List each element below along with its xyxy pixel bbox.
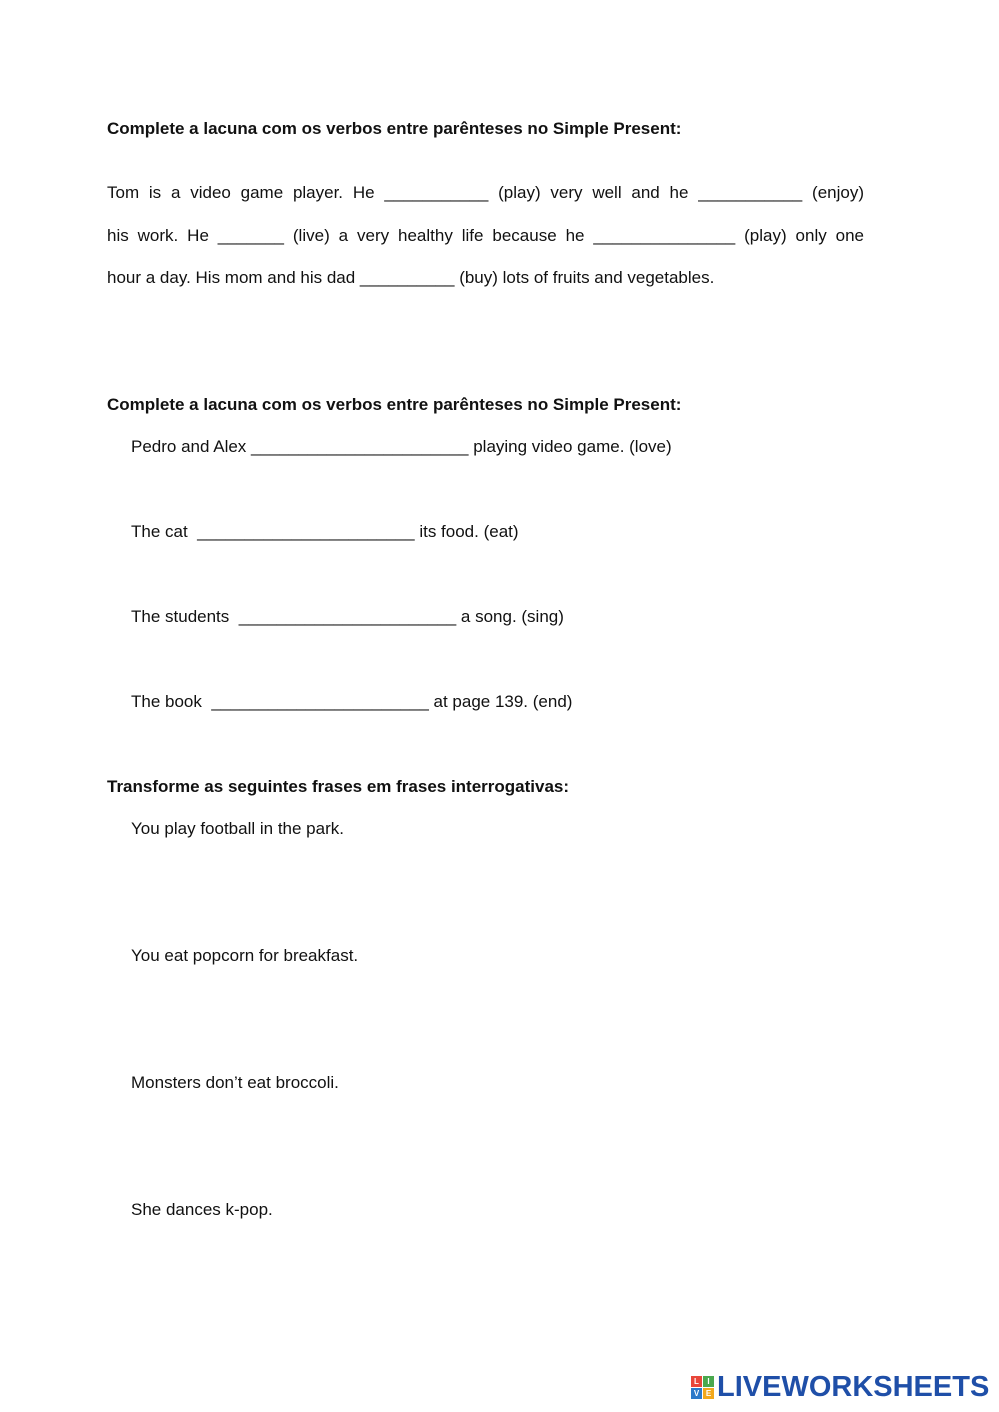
section1-paragraph-line-2: his work. He _______ (live) a very healthy life because he _______________ (play) only one	[107, 226, 864, 245]
section3-item-3: Monsters don’t eat broccoli.	[131, 1073, 339, 1092]
section3-item-4: She dances k-pop.	[131, 1200, 273, 1219]
section3-heading: Transforme as seguintes frases em frases interrogativas:	[107, 777, 570, 796]
section2-heading: Complete a lacuna com os verbos entre parênteses no Simple Present:	[107, 395, 682, 414]
section1-heading: Complete a lacuna com os verbos entre parênteses no Simple Present:	[107, 119, 682, 138]
logo-tile-3: V	[691, 1388, 702, 1399]
section2-item-3: The students _______________________ a song. (sing)	[131, 607, 564, 626]
liveworksheets-logo	[691, 1371, 989, 1403]
logo-tile-4: E	[703, 1388, 714, 1399]
logo-tile-1: L	[691, 1376, 702, 1387]
section3-item-2: You eat popcorn for breakfast.	[131, 946, 359, 965]
section1-paragraph-line-1: Tom is a video game player. He ___________ (play) very well and he ___________ (enjoy)	[107, 183, 864, 202]
section3-item-1: You play football in the park.	[131, 819, 344, 838]
logo-tile-2: I	[703, 1376, 714, 1387]
section2-item-4: The book _______________________ at page 139. (end)	[131, 692, 573, 711]
section2-item-1: Pedro and Alex _______________________ playing video game. (love)	[131, 437, 672, 456]
liveworksheets-logo-text: LIVEWORKSHEETS	[717, 1370, 990, 1403]
section1-paragraph-line-3: hour a day. His mom and his dad __________ (buy) lots of fruits and vegetables.	[107, 268, 715, 287]
liveworksheets-logo-icon	[691, 1376, 714, 1399]
section2-item-2: The cat _______________________ its food. (eat)	[131, 522, 519, 541]
